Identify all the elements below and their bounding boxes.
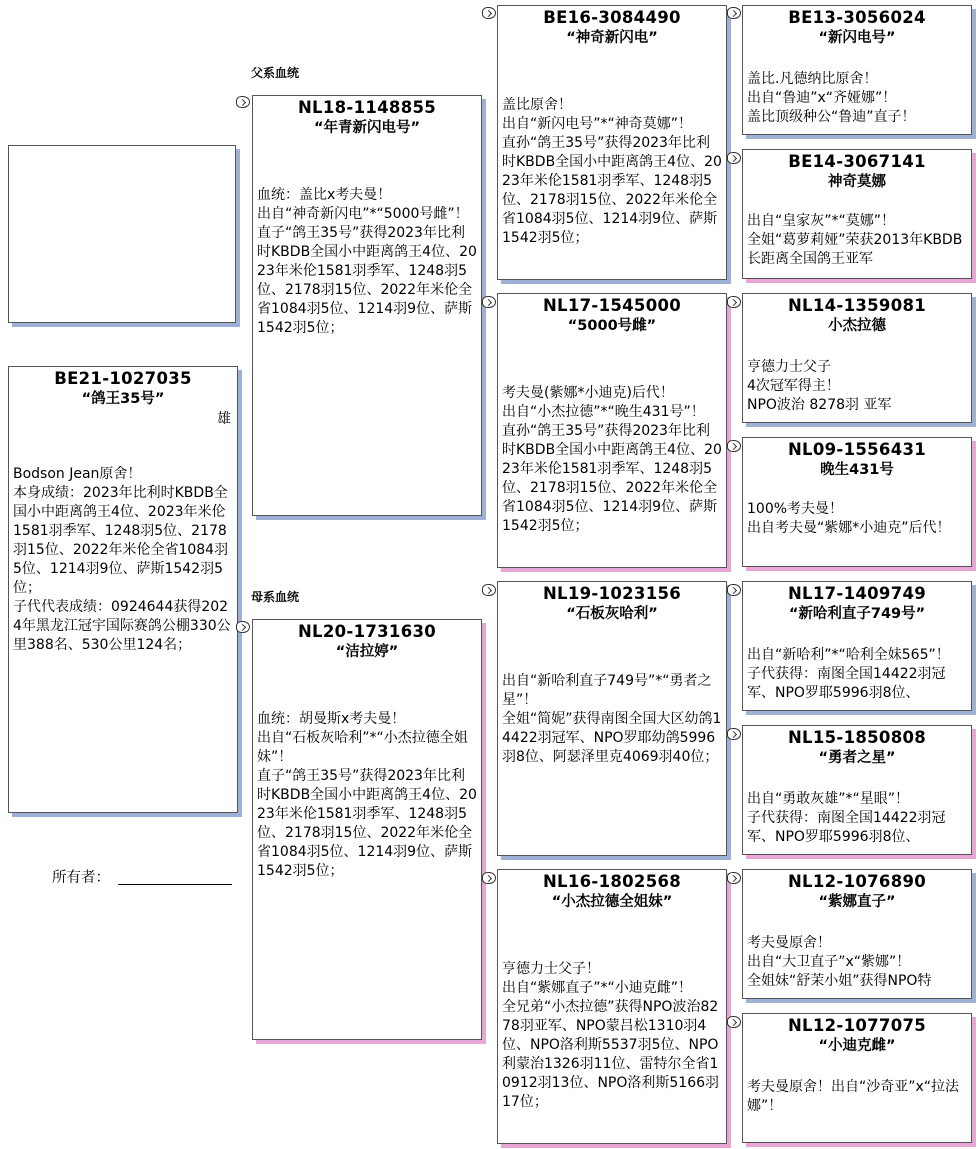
maternal-grandsire-card: [497, 581, 727, 856]
dam-card: [252, 619, 482, 1040]
pigeon-icon: [482, 7, 496, 19]
maternal-granddam-ring-number: NL16-1802568: [542, 872, 682, 891]
maternal-granddam-card: [497, 869, 727, 1144]
great-grandsire-1-card: [742, 5, 972, 135]
great-grandsire-1-ring-number: BE13-3056024: [788, 8, 926, 27]
pigeon-icon: [482, 296, 496, 308]
great-grandsire-2-description: 亨德力士父子 4次冠军得主！ NPO波治 8278羽 亚军: [747, 359, 892, 413]
subject-sex: 雄: [217, 411, 231, 427]
maternal-granddam-name: “小杰拉德全姐妹”: [551, 894, 673, 910]
great-grandsire-3-card: [742, 581, 972, 711]
sire-description: 血统：盖比x考夫曼！ 出自“神奇新闪电”*“5000号雌”！ 直子“鸽王35号”获得2023年比利时KBDB全国小中距离鸽王4位、2023年米伦1581羽季军、1248羽5位、2178羽15位、2022年米伦全省1084羽5位、1214羽9位、萨斯1542羽5位；: [257, 187, 477, 336]
great-grandsire-2-name: 小杰拉德: [828, 318, 886, 334]
great-grandsire-2-ring-number: NL14-1359081: [787, 296, 927, 315]
great-grandsire-3-name: “新哈利直子749号”: [788, 606, 926, 622]
pigeon-icon: [727, 152, 741, 164]
pigeon-icon: [482, 584, 496, 596]
dam-ring-number: NL20-1731630: [297, 622, 437, 641]
great-granddam-4-description: 考夫曼原舍！出自“沙奇亚”x“拉法娜”！: [747, 1079, 960, 1114]
pigeon-icon: [482, 872, 496, 884]
great-granddam-3-name: “勇者之星”: [818, 750, 896, 766]
dam-name: “洁拉婷”: [335, 644, 399, 660]
subject-description: Bodson Jean原舍！ 本身成绩：2023年比利时KBDB全国小中距离鸽王4位、2023年米伦1581羽季军、1248羽5位、2178羽15位、2022年米伦全省1084羽5位、1214羽9位、萨斯1542羽5位； 子代代表成绩：0924644获得2024年黑龙江冠宇国际赛鸽公棚330公里388名、530公里124名；: [13, 466, 231, 653]
dam-description: 血统：胡曼斯x考夫曼！ 出自“石板灰哈利”*“小杰拉德全姐妹”！ 直子“鸽王35号”获得2023年比利时KBDB全国小中距离鸽王4位、2023年米伦1581羽季军、1248羽5位、2178羽15位、2022年米伦全省1084羽5位、1214羽9位、萨斯1542羽5位；: [257, 711, 477, 879]
great-granddam-4-name: “小迪克雌”: [818, 1038, 896, 1054]
great-granddam-1-ring-number: BE14-3067141: [788, 152, 926, 171]
paternal-granddam-description: 考夫曼(紫娜*小迪克)后代！ 出自“小杰拉德”*“晚生431号”！ 直孙“鸽王35号”获得2023年比利时KBDB全国小中距离鸽王4位、2023年米伦1581羽季军、1248羽5位、2178羽15位、2022年米伦全省1084羽5位、1214羽9位、萨斯1542羽5位；: [502, 385, 722, 534]
pigeon-icon: [727, 584, 741, 596]
owner-line: [118, 884, 232, 885]
great-granddam-3-ring-number: NL15-1850808: [787, 728, 927, 747]
great-granddam-1-description: 出自“皇家灰”*“莫娜”！ 全姐“葛萝莉娅”荣获2013年KBDB长距离全国鸽王亚军: [747, 213, 963, 267]
great-granddam-4-card: [742, 1013, 972, 1143]
great-granddam-4-ring-number: NL12-1077075: [787, 1016, 927, 1035]
paternal-granddam-name: “5000号雌”: [567, 318, 657, 334]
paternal-grandsire-name: “神奇新闪电”: [566, 30, 658, 46]
maternal-granddam-description: 亨德力士父子！ 出自“紫娜直子”*“小迪克雌”！ 全兄弟“小杰拉德”获得NPO波治8278羽亚军、NPO蒙吕松1310羽4位、NPO洛利斯5537羽5位、NPO利蒙治1326羽11位、雷特尔全省10912羽13位、NPO洛利斯5166羽17位；: [502, 961, 720, 1110]
pigeon-icon: [727, 296, 741, 308]
great-grandsire-4-description: 考夫曼原舍！ 出自“大卫直子”x“紫娜”！ 全姐妹“舒茉小姐”获得NPO特: [747, 935, 932, 989]
great-grandsire-4-name: “紫娜直子”: [818, 894, 896, 910]
great-granddam-2-card: [742, 437, 972, 567]
maternal-grandsire-description: 出自“新哈利直子749号”*“勇者之星”！ 全姐“简妮”获得南图全国大区幼鸽14422羽冠军、NPO罗耶幼鸽5996羽8位、阿瑟泽里克4069羽40位；: [502, 673, 722, 765]
great-granddam-3-card: [742, 725, 972, 855]
pigeon-icon: [236, 96, 250, 108]
pigeon-icon: [727, 1016, 741, 1028]
pigeon-icon: [727, 872, 741, 884]
great-granddam-2-name: 晚生431号: [820, 462, 894, 478]
great-grandsire-4-ring-number: NL12-1076890: [787, 872, 927, 891]
maternal-grandsire-name: “石板灰哈利”: [566, 606, 658, 622]
great-grandsire-3-ring-number: NL17-1409749: [787, 584, 927, 603]
great-granddam-2-ring-number: NL09-1556431: [787, 440, 927, 459]
pigeon-icon: [727, 728, 741, 740]
great-grandsire-2-card: [742, 293, 972, 423]
paternal-grandsire-card: [497, 5, 727, 280]
great-grandsire-1-description: 盖比.凡德纳比原舍！ 出自“鲁迪”x“齐娅娜”！ 盖比顶级种公“鲁迪”直子！: [747, 71, 916, 125]
pigeon-icon: [727, 7, 741, 19]
pigeon-icon: [727, 440, 741, 452]
great-granddam-3-description: 出自“勇敢灰雄”*“星眼”！ 子代获得：南图全国14422羽冠军、NPO罗耶5996羽8位、: [747, 791, 946, 845]
subject-card: [8, 366, 238, 813]
paternal-granddam-ring-number: NL17-1545000: [542, 296, 682, 315]
sire-ring-number: NL18-1148855: [297, 98, 437, 117]
great-granddam-1-card: [742, 149, 972, 279]
sire-name: “年青新闪电号”: [313, 120, 421, 136]
subject-name: “鸽王35号”: [81, 391, 165, 407]
paternal-grandsire-ring-number: BE16-3084490: [543, 8, 681, 27]
paternal-grandsire-description: 盖比原舍！ 出自“新闪电号”*“神奇莫娜”！ 直孙“鸽王35号”获得2023年比利时KBDB全国小中距离鸽王4位、2023年米伦1581羽季军、1248羽5位、2178羽15位、2022年米伦全省1084羽5位、1214羽9位、萨斯1542羽5位；: [502, 97, 722, 246]
great-grandsire-4-card: [742, 869, 972, 999]
great-grandsire-1-name: “新闪电号”: [818, 30, 896, 46]
paternal-label: 父系血统: [251, 66, 300, 80]
maternal-grandsire-ring-number: NL19-1023156: [542, 584, 682, 603]
great-grandsire-3-description: 出自“新哈利”*“哈利全妹565”！ 子代获得：南图全国14422羽冠军、NPO罗耶5996羽8位、: [747, 647, 950, 701]
maternal-label: 母系血统: [251, 590, 300, 604]
pigeon-icon: [236, 621, 250, 633]
photo-placeholder: [8, 145, 236, 323]
subject-ring-number: BE21-1027035: [54, 369, 192, 388]
great-granddam-1-name: 神奇莫娜: [828, 174, 886, 190]
great-granddam-2-description: 100%考夫曼！ 出自考夫曼“紫娜*小迪克”后代！: [747, 501, 951, 536]
paternal-granddam-card: [497, 293, 727, 568]
owner-label: 所有者：: [52, 870, 110, 886]
sire-card: [252, 95, 482, 516]
